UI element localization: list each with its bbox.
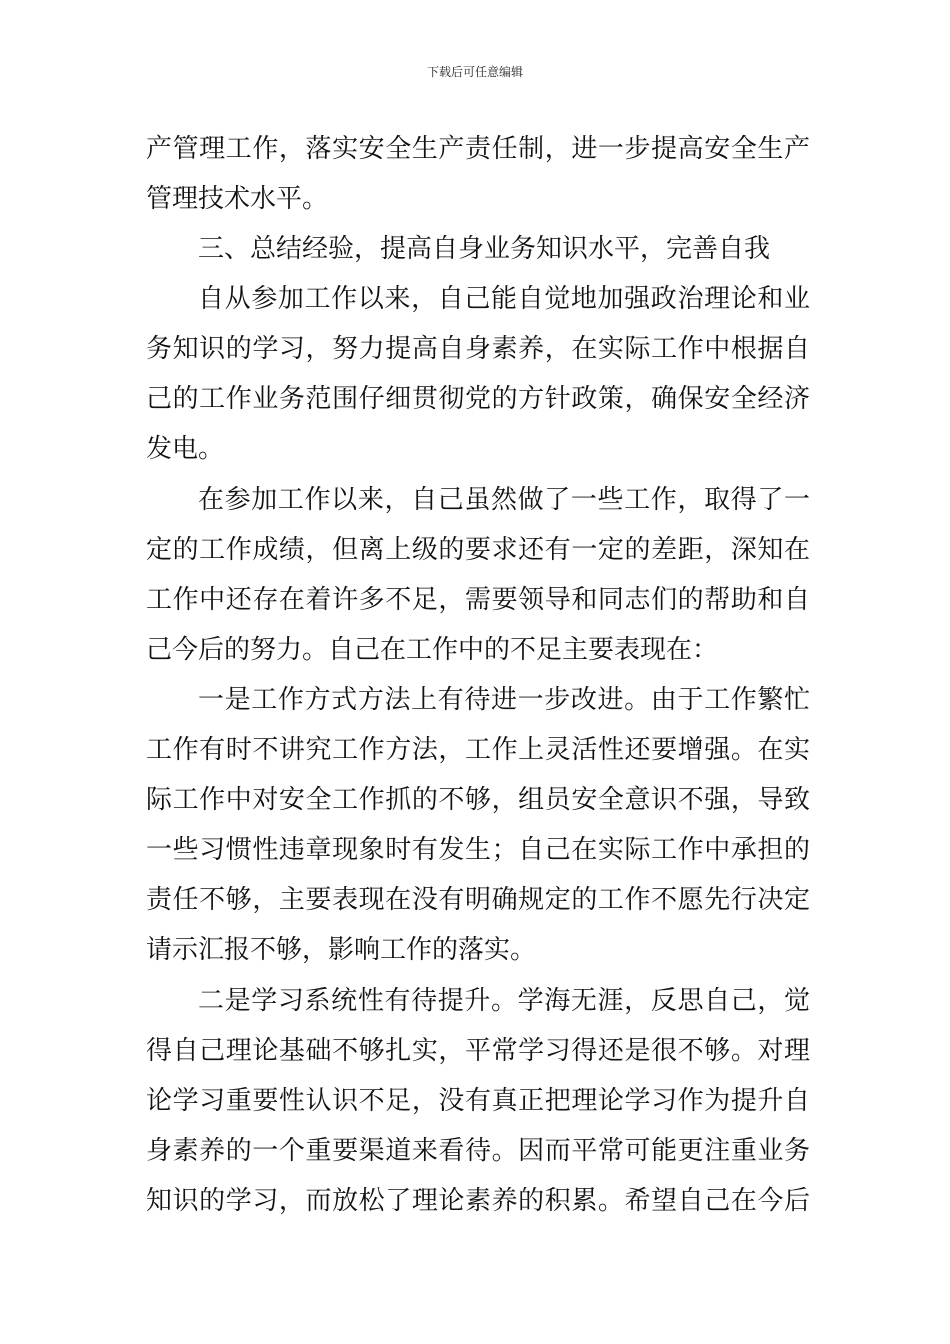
text-line: 自从参加工作以来，自己能自觉地加强政治理论和业 xyxy=(198,284,810,314)
text-line: 在参加工作以来，自己虽然做了一些工作，取得了一 xyxy=(198,485,810,515)
text-line: 际工作中对安全工作抓的不够，组员安全意识不强，导致 xyxy=(146,785,810,815)
text-line: 身素养的一个重要渠道来看待。因而平常可能更注重业务 xyxy=(146,1136,810,1166)
text-line: 工作有时不讲究工作方法，工作上灵活性还要增强。在实 xyxy=(146,735,810,765)
text-line: 管理技术水平。 xyxy=(146,184,329,214)
text-line: 务知识的学习，努力提高自身素养，在实际工作中根据自 xyxy=(146,334,810,364)
text-line: 发电。 xyxy=(146,434,225,464)
text-line: 责任不够，主要表现在没有明确规定的工作不愿先行决定 xyxy=(146,885,810,915)
text-line: 工作中还存在着许多不足，需要领导和同志们的帮助和自 xyxy=(146,585,810,615)
text-line: 得自己理论基础不够扎实，平常学习得还是很不够。对理 xyxy=(146,1036,810,1066)
text-line: 知识的学习，而放松了理论素养的积累。希望自己在今后 xyxy=(146,1186,810,1216)
text-line: 请示汇报不够，影响工作的落实。 xyxy=(146,935,537,965)
text-line: 二是学习系统性有待提升。学海无涯，反思自己，觉 xyxy=(198,986,810,1016)
text-line: 论学习重要性认识不足，没有真正把理论学习作为提升自 xyxy=(146,1086,810,1116)
section-heading: 三、总结经验，提高自身业务知识水平，完善自我 xyxy=(198,234,771,264)
text-line: 一是工作方式方法上有待进一步改进。由于工作繁忙 xyxy=(198,685,810,715)
page-header: 下载后可任意编辑 xyxy=(426,65,523,79)
text-line: 一些习惯性违章现象时有发生；自己在实际工作中承担的 xyxy=(146,835,810,865)
text-line: 己今后的努力。自己在工作中的不足主要表现在： xyxy=(146,635,719,665)
text-line: 定的工作成绩，但离上级的要求还有一定的差距，深知在 xyxy=(146,535,810,565)
text-line: 产管理工作，落实安全生产责任制，进一步提高安全生产 xyxy=(146,134,810,164)
text-line: 己的工作业务范围仔细贯彻党的方针政策，确保安全经济 xyxy=(146,384,810,414)
